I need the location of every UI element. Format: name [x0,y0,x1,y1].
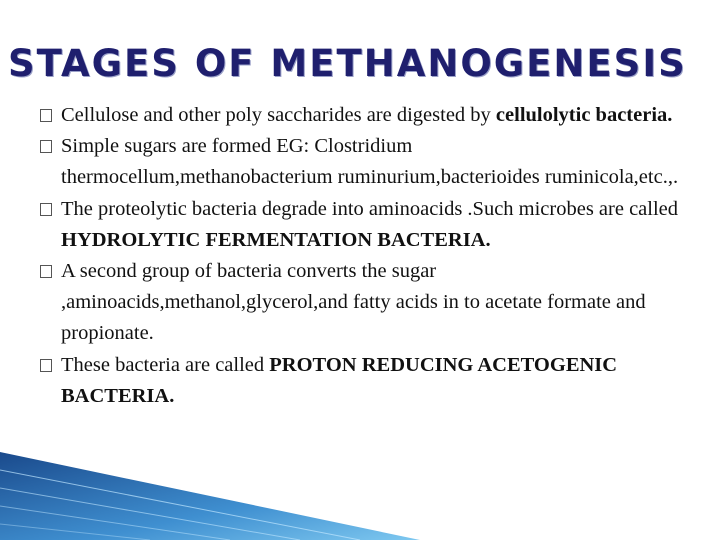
bullet-bold-text: PROTON REDUCING ACETOGENIC BACTERIA. [61,353,618,407]
bullet-list [40,100,680,412]
square-box-icon [40,109,52,122]
square-box-icon [40,140,52,153]
bullet-item [40,350,680,412]
decorative-wedge [0,440,420,540]
bullet-bold-text: HYDROLYTIC FERMENTATION BACTERIA. [61,228,491,251]
bullet-item [40,194,680,256]
bullet-item [40,131,680,193]
bullet-item [40,100,680,131]
slide-title: STAGES OF METHANOGENESIS [8,42,687,85]
bullet-text: Simple sugars are formed EG: Clostridium thermocellum,methanobacterium ruminurium,bacterioides ruminicola,etc.,. [61,135,679,189]
square-box-icon [40,203,52,216]
bullet-text: The proteolytic bacteria degrade into aminoacids .Such microbes are called [61,197,679,220]
bullet-item [40,256,680,350]
bullet-text: These bacteria are called [61,353,270,376]
square-box-icon [40,265,52,278]
square-box-icon [40,359,52,372]
bullet-text: Cellulose and other poly saccharides are digested by [61,104,496,126]
bullet-bold-text: cellulolytic bacteria. [495,104,673,126]
bullet-text: A second group of bacteria converts the sugar ,aminoacids,methanol,glycerol,and fatty acids in to acetate formate and propionate. [61,260,646,345]
